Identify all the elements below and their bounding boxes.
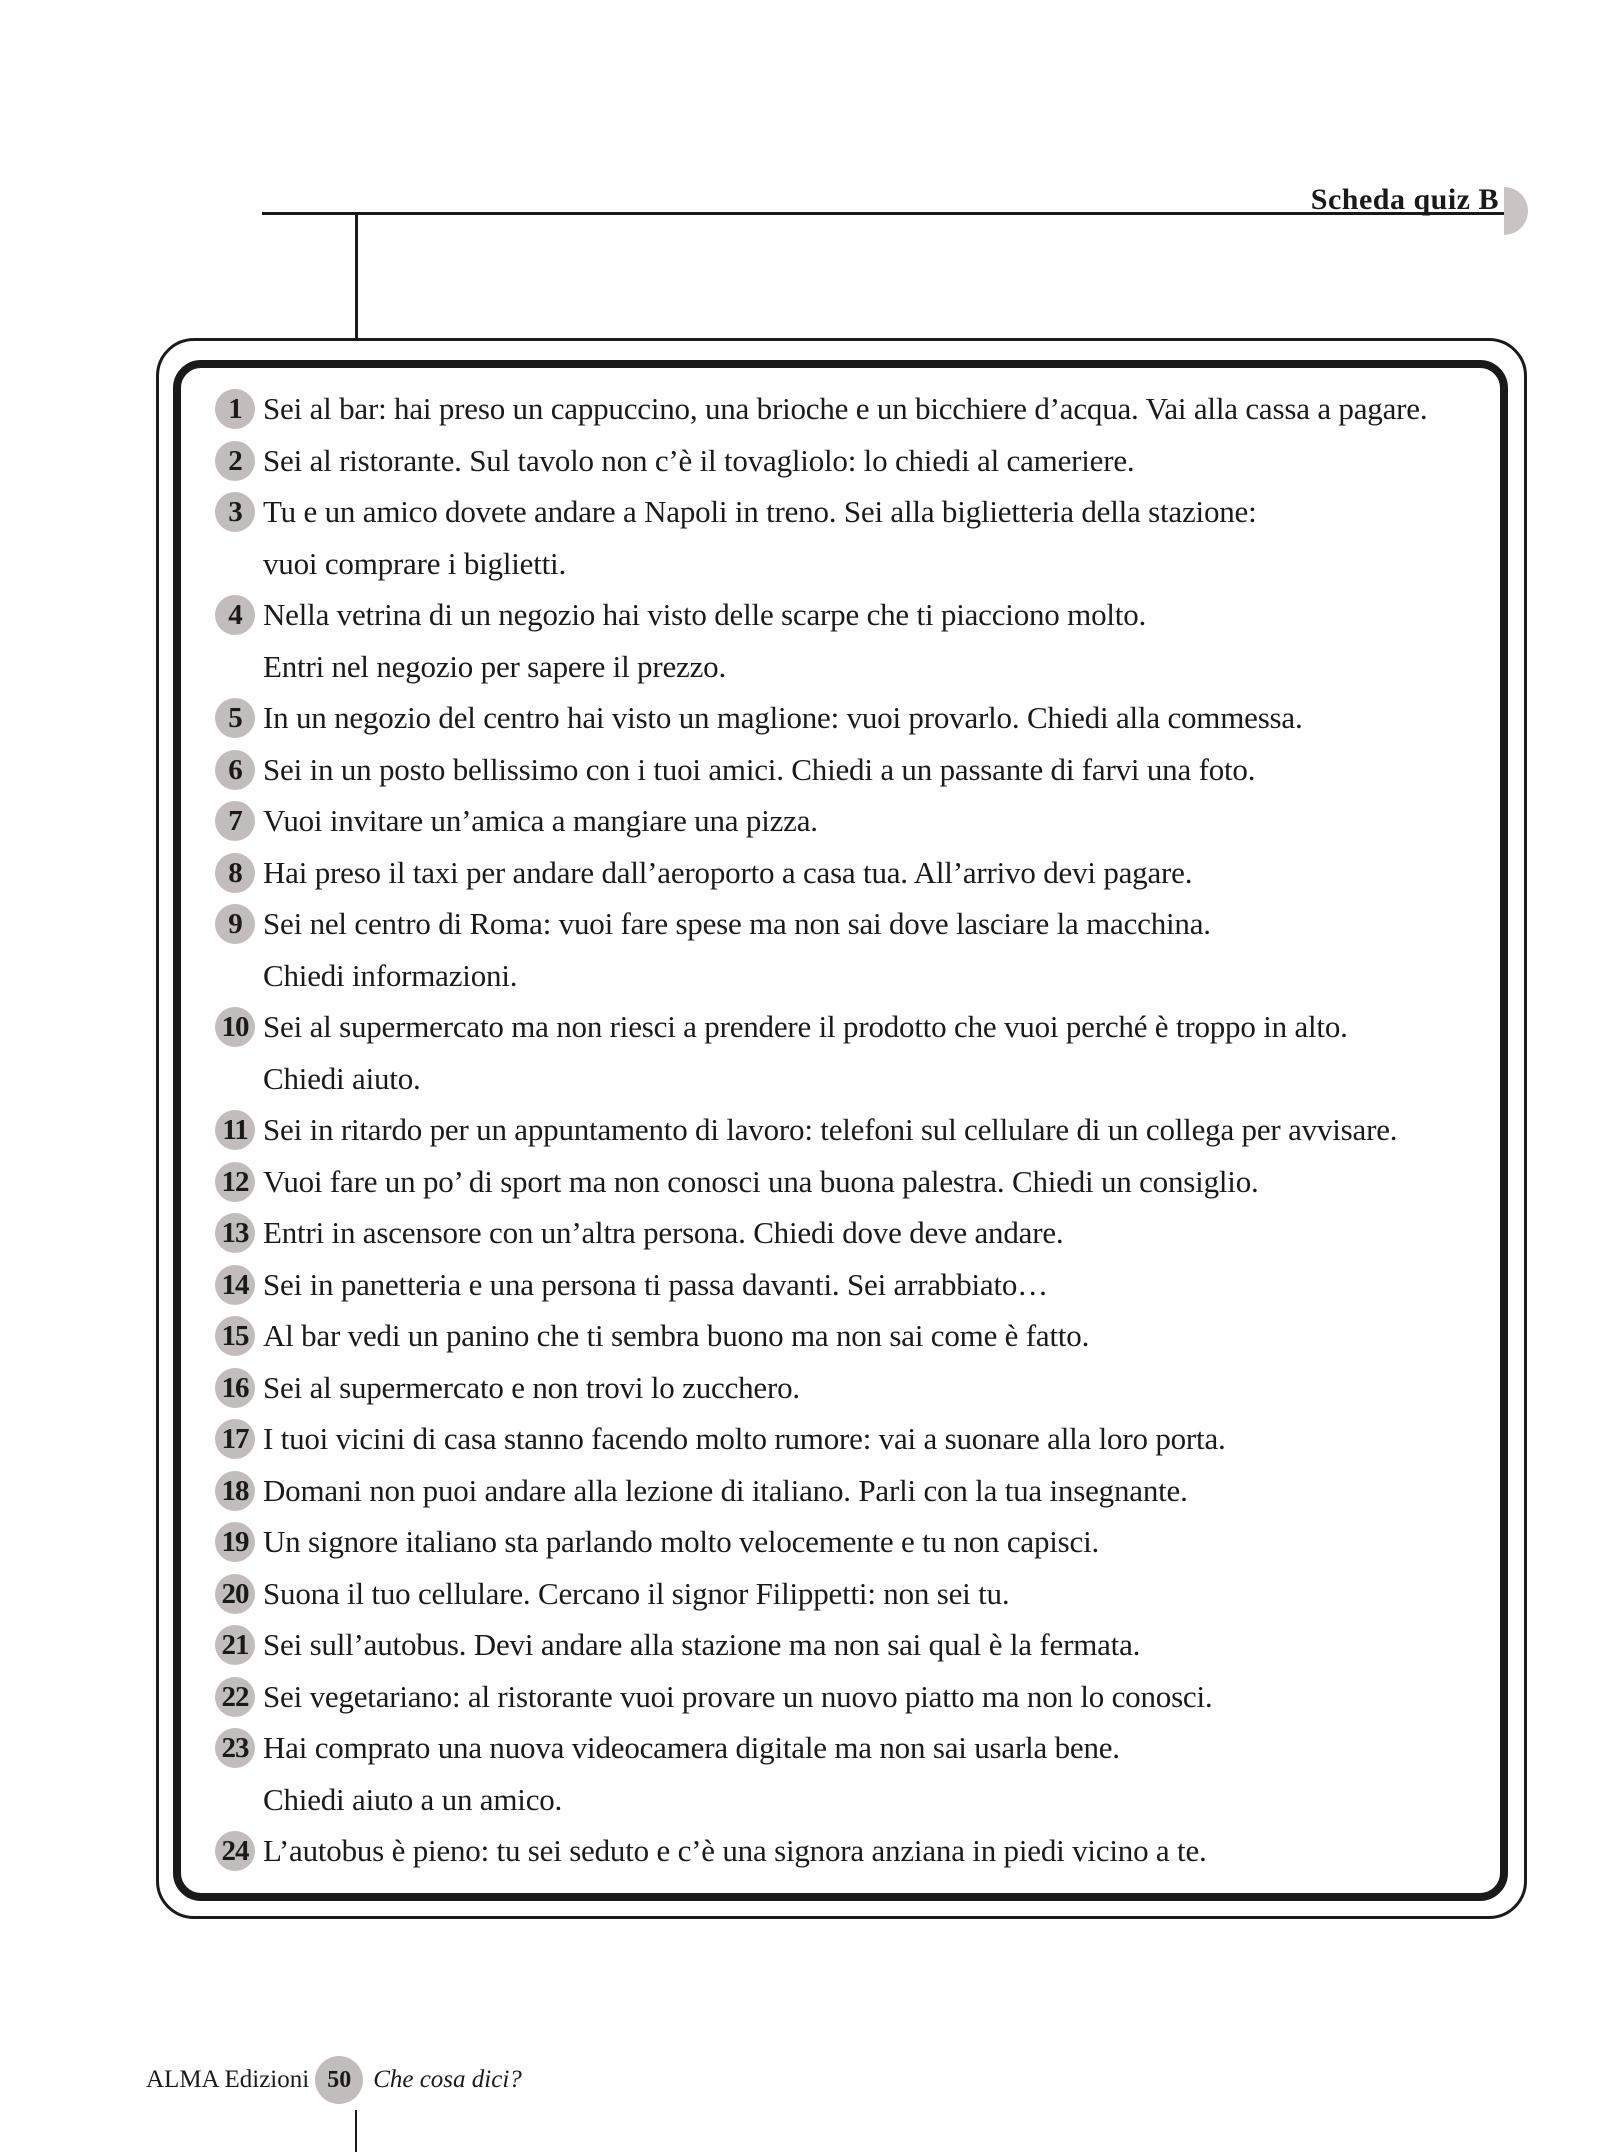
quiz-item [215,1001,1505,1104]
quiz-question-text: Un signore italiano sta parlando molto velocemente e tu non capisci. [263,1524,1100,1559]
quiz-question-text: I tuoi vicini di casa stanno facendo molto rumore: vai a suonare alla loro porta. [263,1421,1226,1456]
quiz-question-text: Vuoi invitare un’amica a mangiare una pizza. [263,803,818,838]
quiz-item [215,1671,1505,1723]
quiz-item [215,1568,1505,1620]
quiz-question-text: Domani non puoi andare alla lezione di italiano. Parli con la tua insegnante. [263,1472,1188,1508]
quiz-question-text: Sei sull’autobus. Devi andare alla stazione ma non sai qual è la fermata. [263,1627,1141,1662]
header-tab-marker [1504,187,1528,235]
header-vertical-rule [355,212,358,338]
quiz-question-text: Entri in ascensore con un’altra persona. Chiedi dove deve andare. [263,1215,1064,1250]
quiz-question-text: Tu e un amico dovete andare a Napoli in treno. Sei alla biglietteria della stazione: vuoi comprare i biglietti. [263,494,1257,581]
quiz-question-text: Suona il tuo cellulare. Cercano il signor Filippetti: non sei tu. [263,1575,1010,1611]
quiz-item [215,1259,1505,1311]
quiz-number-badge: 24 [215,1831,255,1871]
book-title: Che cosa dici? [373,2066,522,2093]
quiz-item [215,1156,1505,1208]
quiz-number-badge: 4 [215,595,255,635]
quiz-question-text: Vuoi fare un po’ di sport ma non conosci una buona palestra. Chiedi un consiglio. [263,1163,1259,1199]
quiz-item [215,1516,1505,1568]
quiz-number-badge: 17 [215,1419,255,1459]
quiz-question-text: Nella vetrina di un negozio hai visto delle scarpe che ti piacciono molto. Entri nel negozio per sapere il prezzo. [263,597,1147,684]
quiz-number-badge: 6 [215,750,255,790]
quiz-number-badge: 5 [215,698,255,738]
quiz-question-text: Hai preso il taxi per andare dall’aeroporto a casa tua. All’arrivo devi pagare. [263,854,1193,890]
quiz-number-badge: 12 [215,1162,255,1202]
quiz-question-text: Sei al ristorante. Sul tavolo non c’è il tovagliolo: lo chiedi al cameriere. [263,442,1135,478]
quiz-number-badge: 13 [215,1213,255,1253]
quiz-number-badge: 20 [215,1574,255,1614]
quiz-number-badge: 14 [215,1265,255,1305]
quiz-number-badge: 11 [215,1110,255,1150]
quiz-number-badge: 23 [215,1728,255,1768]
quiz-number-badge: 9 [215,904,255,944]
quiz-item [215,1104,1505,1156]
publisher-name: ALMA Edizioni [146,2066,310,2093]
quiz-item [215,692,1505,744]
quiz-item [215,847,1505,899]
quiz-number-badge: 1 [215,389,255,429]
quiz-item [215,898,1505,1001]
quiz-question-text: In un negozio del centro hai visto un maglione: vuoi provarlo. Chiedi alla commessa. [263,700,1303,735]
quiz-number-badge: 21 [215,1625,255,1665]
quiz-number-badge: 18 [215,1471,255,1511]
quiz-number-badge: 16 [215,1368,255,1408]
quiz-number-badge: 15 [215,1316,255,1356]
page-footer [146,2058,522,2102]
quiz-item [215,744,1505,796]
quiz-number-badge: 22 [215,1677,255,1717]
quiz-question-text: Hai comprato una nuova videocamera digitale ma non sai usarla bene. Chiedi aiuto a un amico. [263,1730,1120,1817]
quiz-question-text: Sei al bar: hai preso un cappuccino, una brioche e un bicchiere d’acqua. Vai alla cassa a pagare. [263,391,1428,426]
quiz-number-badge: 7 [215,801,255,841]
quiz-item [215,795,1505,847]
quiz-number-badge: 8 [215,853,255,893]
quiz-question-text: Sei al supermercato e non trovi lo zucchero. [263,1369,800,1405]
page-number-badge: 50 [315,2056,363,2104]
quiz-item [215,1619,1505,1671]
quiz-item [215,589,1505,692]
quiz-item [215,1310,1505,1362]
quiz-item [215,486,1505,589]
quiz-question-text: Sei al supermercato ma non riesci a prendere il prodotto che vuoi perché è troppo in alto. Chiedi aiuto. [263,1009,1348,1096]
quiz-number-badge: 19 [215,1522,255,1562]
quiz-number-badge: 3 [215,492,255,532]
quiz-list [215,383,1505,1877]
quiz-item [215,1413,1505,1465]
quiz-item [215,383,1505,435]
quiz-question-text: Sei in un posto bellissimo con i tuoi amici. Chiedi a un passante di farvi una foto. [263,751,1256,787]
quiz-item [215,1722,1505,1825]
quiz-item [215,1207,1505,1259]
page-title: Scheda quiz B [1310,183,1499,216]
quiz-question-text: Sei in ritardo per un appuntamento di lavoro: telefoni sul cellulare di un collega per avvisare. [263,1112,1398,1147]
footer-vertical-rule [355,2110,357,2152]
quiz-question-text: Al bar vedi un panino che ti sembra buono ma non sai come è fatto. [263,1318,1090,1353]
quiz-item [215,1825,1505,1877]
quiz-number-badge: 2 [215,441,255,481]
quiz-item [215,435,1505,487]
quiz-question-text: L’autobus è pieno: tu sei seduto e c’è una signora anziana in piedi vicino a te. [263,1833,1207,1868]
quiz-number-badge: 10 [215,1007,255,1047]
quiz-item [215,1465,1505,1517]
quiz-item [215,1362,1505,1414]
quiz-question-text: Sei vegetariano: al ristorante vuoi provare un nuovo piatto ma non lo conosci. [263,1678,1213,1714]
quiz-question-text: Sei nel centro di Roma: vuoi fare spese ma non sai dove lasciare la macchina. Chiedi informazioni. [263,906,1211,993]
quiz-question-text: Sei in panetteria e una persona ti passa davanti. Sei arrabbiato… [263,1266,1048,1302]
